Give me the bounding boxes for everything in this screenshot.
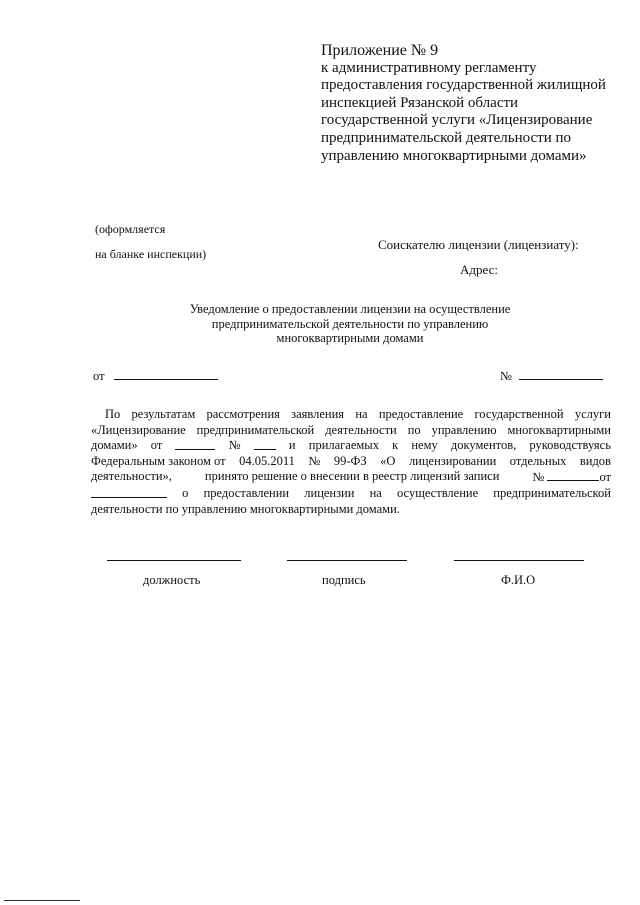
from-label: от [93,369,105,383]
body-line: Федеральным законом от 04.05.2011 № 99-ФЗ «О лицензировании отдельных видов [91,453,611,468]
appendix-line: к административному регламенту [321,59,537,76]
body-line: «Лицензирование предпринимательской деятельности по управлению многоквартирными [91,422,611,437]
position-label: должность [143,573,201,587]
notice-number-row [500,368,603,384]
body-line: домами» от № и прилагаемых к нему документов, руководствуясь [91,438,611,453]
recipient-label: Соискателю лицензии (лицензиату): [378,237,579,252]
body-line: деятельности по управлению многоквартирными домами. [91,501,400,516]
letterhead-note-line1: (оформляется [95,222,166,236]
registry-record-date-blank[interactable] [91,486,167,498]
notice-title-line: предпринимательской деятельности по управлению [211,316,489,331]
letterhead-note-line2: на бланке инспекции) [95,247,207,261]
signature-label: подпись [322,573,366,587]
notice-date-row [93,368,218,384]
appendix-title: Приложение № 9 [321,42,439,59]
signature-line[interactable] [287,560,407,561]
body-line: деятельности», принято решение о внесении в реестр лицензий записи № от [91,469,611,485]
notice-body [91,407,611,517]
address-label: Адрес: [460,262,498,277]
application-date-blank[interactable] [175,438,215,450]
notice-title-line: Уведомление о предоставлении лицензии на осуществление [189,302,511,316]
registry-record-number-blank[interactable] [547,469,599,481]
body-line: По результатам рассмотрения заявления на предоставление государственной услуги [105,407,611,421]
name-label: Ф.И.О [501,573,536,587]
appendix-line: государственной услуги «Лицензирование [321,112,593,129]
application-number-blank[interactable] [254,438,276,450]
appendix-line: управлению многоквартирными домами» [321,147,587,164]
footnote-separator [4,900,80,901]
number-label: № [500,369,512,383]
appendix-line: предоставления государственной жилищной [321,77,606,94]
appendix-line: инспекцией Рязанской области [321,94,519,111]
appendix-header [321,42,606,165]
notice-title-line: многоквартирными домами [276,331,424,346]
notice-title [160,302,540,346]
name-signature-line[interactable] [454,560,584,561]
number-blank-field[interactable] [519,368,603,380]
body-line: о предоставлении лицензии на осуществление предпринимательской [91,486,611,502]
position-signature-line[interactable] [107,560,241,561]
appendix-line: предпринимательской деятельности по [321,129,572,146]
date-blank-field[interactable] [114,368,218,380]
